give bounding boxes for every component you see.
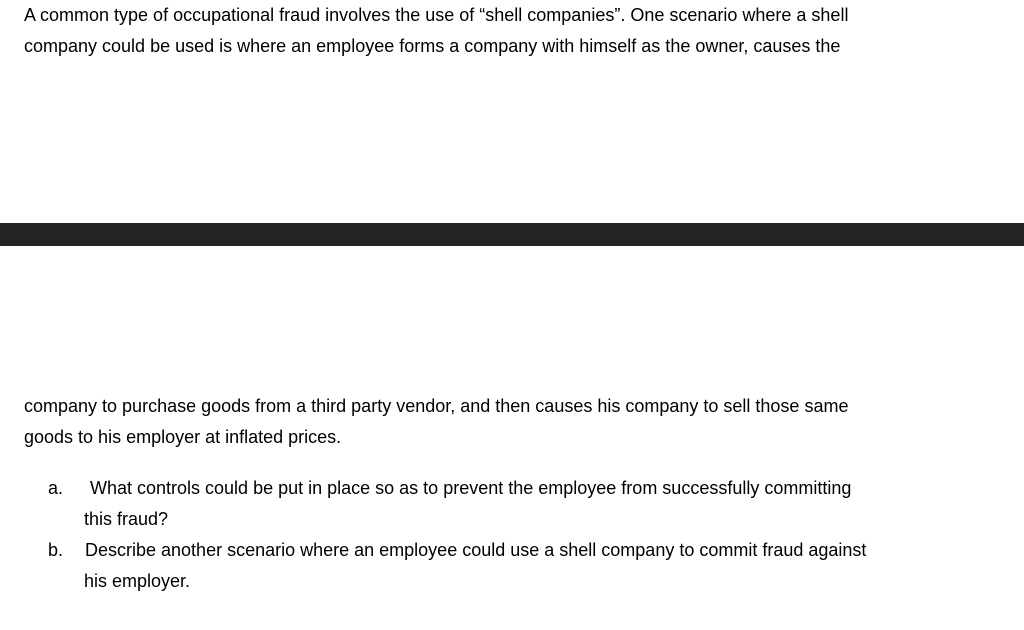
question-b-line-2: his employer. [84, 571, 191, 591]
intro-line-1: A common type of occupational fraud involves the use of “shell companies”. One scenario where a shell [24, 5, 849, 25]
question-a-line-1: What controls could be put in place so as to prevent the employee from successfully committing [90, 478, 852, 498]
intro-line-3: company to purchase goods from a third party vendor, and then causes his company to sell those same [24, 396, 849, 416]
question-marker-b: b. [48, 540, 64, 560]
question-a-line-2: this fraud? [84, 509, 169, 529]
intro-line-4: goods to his employer at inflated prices. [24, 427, 342, 447]
question-marker-a: a. [48, 478, 64, 498]
intro-line-2: company could be used is where an employee forms a company with himself as the owner, causes the [24, 36, 841, 56]
question-b-line-1: Describe another scenario where an employee could use a shell company to commit fraud against [85, 540, 867, 560]
separator-bar [0, 223, 1024, 246]
